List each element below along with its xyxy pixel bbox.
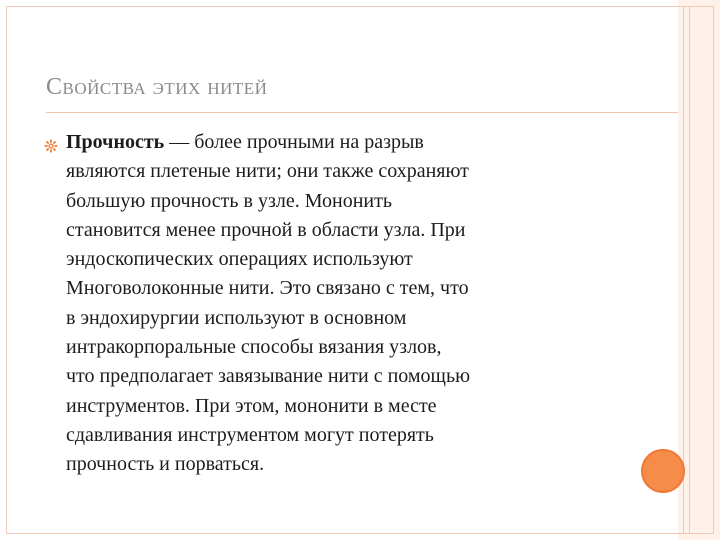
- bullet-line: Многоволоконные нити. Это связано с тем, что: [66, 277, 469, 300]
- bullet-line: эндоскопических операциях используют: [66, 248, 413, 271]
- bullet-line: инструментов. При этом, мононити в месте: [66, 394, 437, 417]
- bullet-line: в эндохирургии используют в основном: [66, 306, 407, 329]
- bullet-line: прочность и порваться.: [66, 453, 265, 476]
- gear-flower-icon: [44, 139, 58, 153]
- bullet-line: что предполагает завязывание нити с помощью: [66, 365, 471, 388]
- slide-title: Свойства этих нитей: [46, 74, 268, 100]
- bullet-line: становится менее прочной в области узла. При: [66, 218, 466, 241]
- decorative-circle: [641, 449, 685, 493]
- bullet-line: интракорпоральные способы вязания узлов,: [66, 336, 442, 359]
- bullet-line: являются плетеные нити; они также сохраняют: [66, 160, 469, 183]
- bullet-term: Прочность: [66, 131, 165, 153]
- bullet-line: сдавливания инструментом могут потерять: [66, 423, 434, 446]
- bullet-line: — более прочными на разрыв: [164, 131, 424, 153]
- bullet-line: большую прочность в узле. Мононить: [66, 189, 392, 212]
- title-divider: [46, 112, 678, 113]
- bullet-paragraph: [66, 128, 646, 480]
